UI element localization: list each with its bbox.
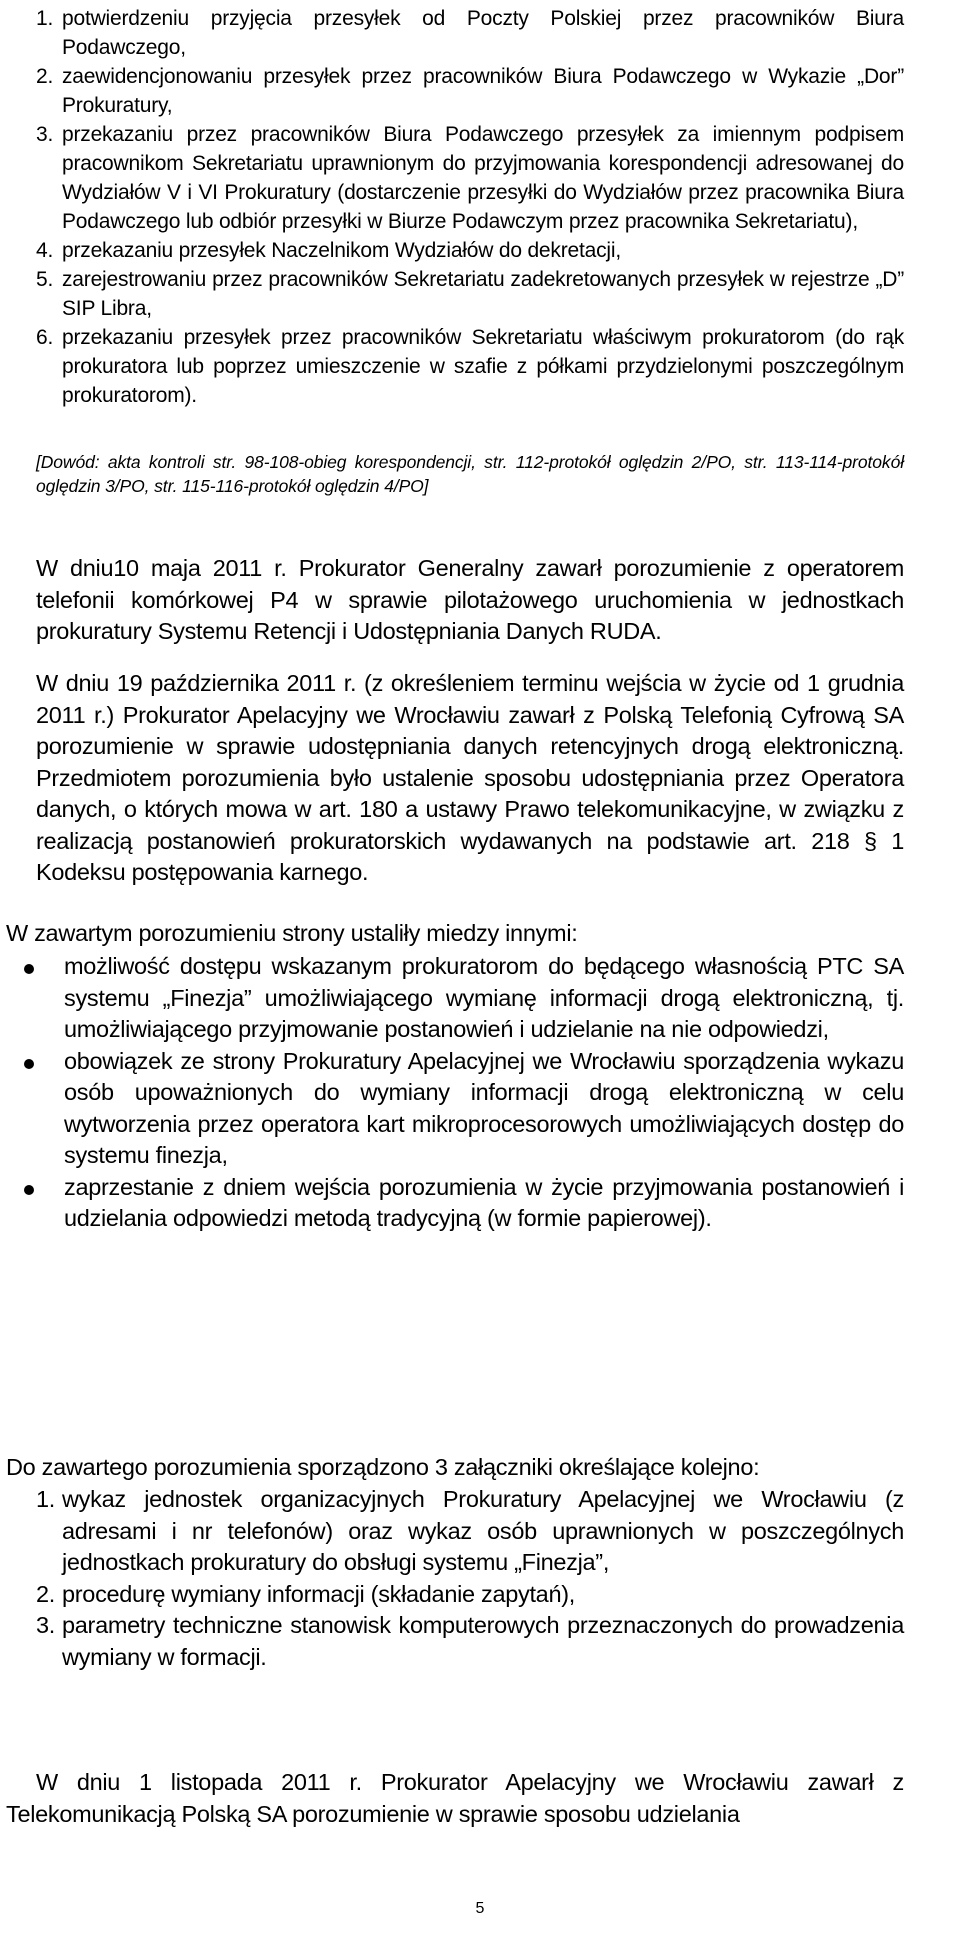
list-item xyxy=(36,120,904,236)
list-item xyxy=(0,1610,904,1673)
list-item-text: wykaz jednostek organizacyjnych Prokuratury Apelacyjnej we Wrocławiu (z adresami i nr telefonów) oraz wykaz osób uprawnionych w poszczególnych jednostkach prokuratury do obsługi systemu „Finezja”, xyxy=(62,1486,904,1575)
list-item xyxy=(36,62,904,120)
page-number: 5 xyxy=(475,1900,485,1917)
list-item-text: zaewidencjonowaniu przesyłek przez pracowników Biura Podawczego w Wykazie „Dor” Prokuratury, xyxy=(62,65,904,117)
bullet-icon xyxy=(24,964,34,974)
list-item-text: możliwość dostępu wskazanym prokuratorom do będącego własnością PTC SA systemu „Finezja” umożliwiającego wymianę informacji drogą elektroniczną, tj. umożliwiającego przyjmowanie postanowień i udzielanie na nie odpowiedzi, xyxy=(64,953,904,1042)
list-item-text: zaprzestanie z dniem wejścia porozumienia w życie przyjmowania postanowień i udzielania odpowiedzi metodą tradycyjną (w formie papierowej). xyxy=(64,1173,904,1231)
list-item-number: 2. xyxy=(36,1580,55,1607)
list-item-text: procedurę wymiany informacji (składanie zapytań), xyxy=(62,1580,575,1607)
list-item-number: 5. xyxy=(36,268,54,291)
procedure-list xyxy=(36,4,904,410)
list-item xyxy=(0,951,904,1046)
list-item-number: 3. xyxy=(36,1612,55,1638)
list-item xyxy=(0,1579,904,1611)
list-item-number: 6. xyxy=(36,326,54,349)
evidence-reference: [Dowód: akta kontroli str. 98-108-obieg korespondencji, str. 112-protokół oględzin 2/PO, str. 113-114-protokół oględzin 3/PO, str. 115-116-protokół oględzin 4/PO] xyxy=(36,452,904,496)
list-item xyxy=(0,1046,904,1172)
list-item-number: 1. xyxy=(36,7,54,30)
bullet-icon xyxy=(24,1185,34,1195)
bullet-icon xyxy=(24,1059,34,1069)
attachments-list xyxy=(0,1484,904,1673)
list-item-text: parametry techniczne stanowisk komputerowych przeznaczonych do prowadzenia wymiany w formacji. xyxy=(62,1612,904,1670)
paragraph-attachments-intro: Do zawartego porozumienia sporządzono 3 załączniki określające kolejno: xyxy=(6,1454,760,1480)
list-item-text: przekazaniu przesyłek Naczelnikom Wydziałów do dekretacji, xyxy=(62,239,621,262)
list-item xyxy=(36,323,904,410)
list-item-text: przekazaniu przesyłek przez pracowników Sekretariatu właściwym prokuratorom (do rąk prokuratora lub poprzez umieszczenie w szafie z półkami przydzielonymi poszczególnym prokuratorom). xyxy=(62,326,904,407)
list-item xyxy=(36,4,904,62)
list-item-number: 1. xyxy=(36,1486,55,1512)
list-item-number: 2. xyxy=(36,65,54,88)
paragraph-ptc: W dniu 19 października 2011 r. (z określeniem terminu wejścia w życie od 1 grudnia 2011 r.) Prokurator Apelacyjny we Wrocławiu zawarł z Polską Telefonią Cyfrową SA porozumienie w sprawie udostępniania danych retencyjnych drogą elektroniczną. Przedmiotem porozumienia było ustalenie sposobu udostępniania przez Operatora danych, o których mowa w art. 180 a ustawy Prawo telekomunikacyjne, w związku z realizacją postanowień prokuratorskich wydawanych na podstawie art. 218 § 1 Kodeksu postępowania karnego. xyxy=(36,670,904,885)
paragraph-agreement-intro: W zawartym porozumieniu strony ustaliły miedzy innymi: xyxy=(6,920,578,946)
paragraph-tp: W dniu 1 listopada 2011 r. Prokurator Apelacyjny we Wrocławiu zawarł z Telekomunikacją Polską SA porozumienie w sprawie sposobu udzielania xyxy=(6,1769,904,1827)
list-item-number: 4. xyxy=(36,239,54,262)
agreement-bullet-list xyxy=(0,951,904,1235)
list-item-number: 3. xyxy=(36,123,54,146)
list-item xyxy=(0,1484,904,1579)
list-item xyxy=(36,236,904,265)
list-item xyxy=(36,265,904,323)
list-item-text: obowiązek ze strony Prokuratury Apelacyjnej we Wrocławiu sporządzenia wykazu osób upoważnionych do wymiany informacji drogą elektroniczną w celu wytworzenia przez operatora kart mikroprocesorowych umożliwiających dostęp do systemu finezja, xyxy=(64,1047,904,1168)
list-item-text: przekazaniu przez pracowników Biura Podawczego przesyłek za imiennym podpisem pracownikom Sekretariatu uprawnionym do przyjmowania korespondencji adresowanej do Wydziałów V i VI Prokuratury (dostarczenie przesyłki do Wydziałów przez pracownika Biura Podawczego lub odbiór przesyłki w Biurze Podawczym przez pracownika Sekretariatu), xyxy=(62,123,904,233)
list-item-text: zarejestrowaniu przez pracowników Sekretariatu zadekretowanych przesyłek w rejestrze „D” SIP Libra, xyxy=(62,268,904,320)
list-item-text: potwierdzeniu przyjęcia przesyłek od Poczty Polskiej przez pracowników Biura Podawczego, xyxy=(62,7,904,59)
list-item xyxy=(0,1172,904,1235)
paragraph-p4: W dniu10 maja 2011 r. Prokurator Generalny zawarł porozumienie z operatorem telefonii komórkowej P4 w sprawie pilotażowego uruchomienia w jednostkach prokuratury Systemu Retencji i Udostępniania Danych RUDA. xyxy=(36,555,904,644)
